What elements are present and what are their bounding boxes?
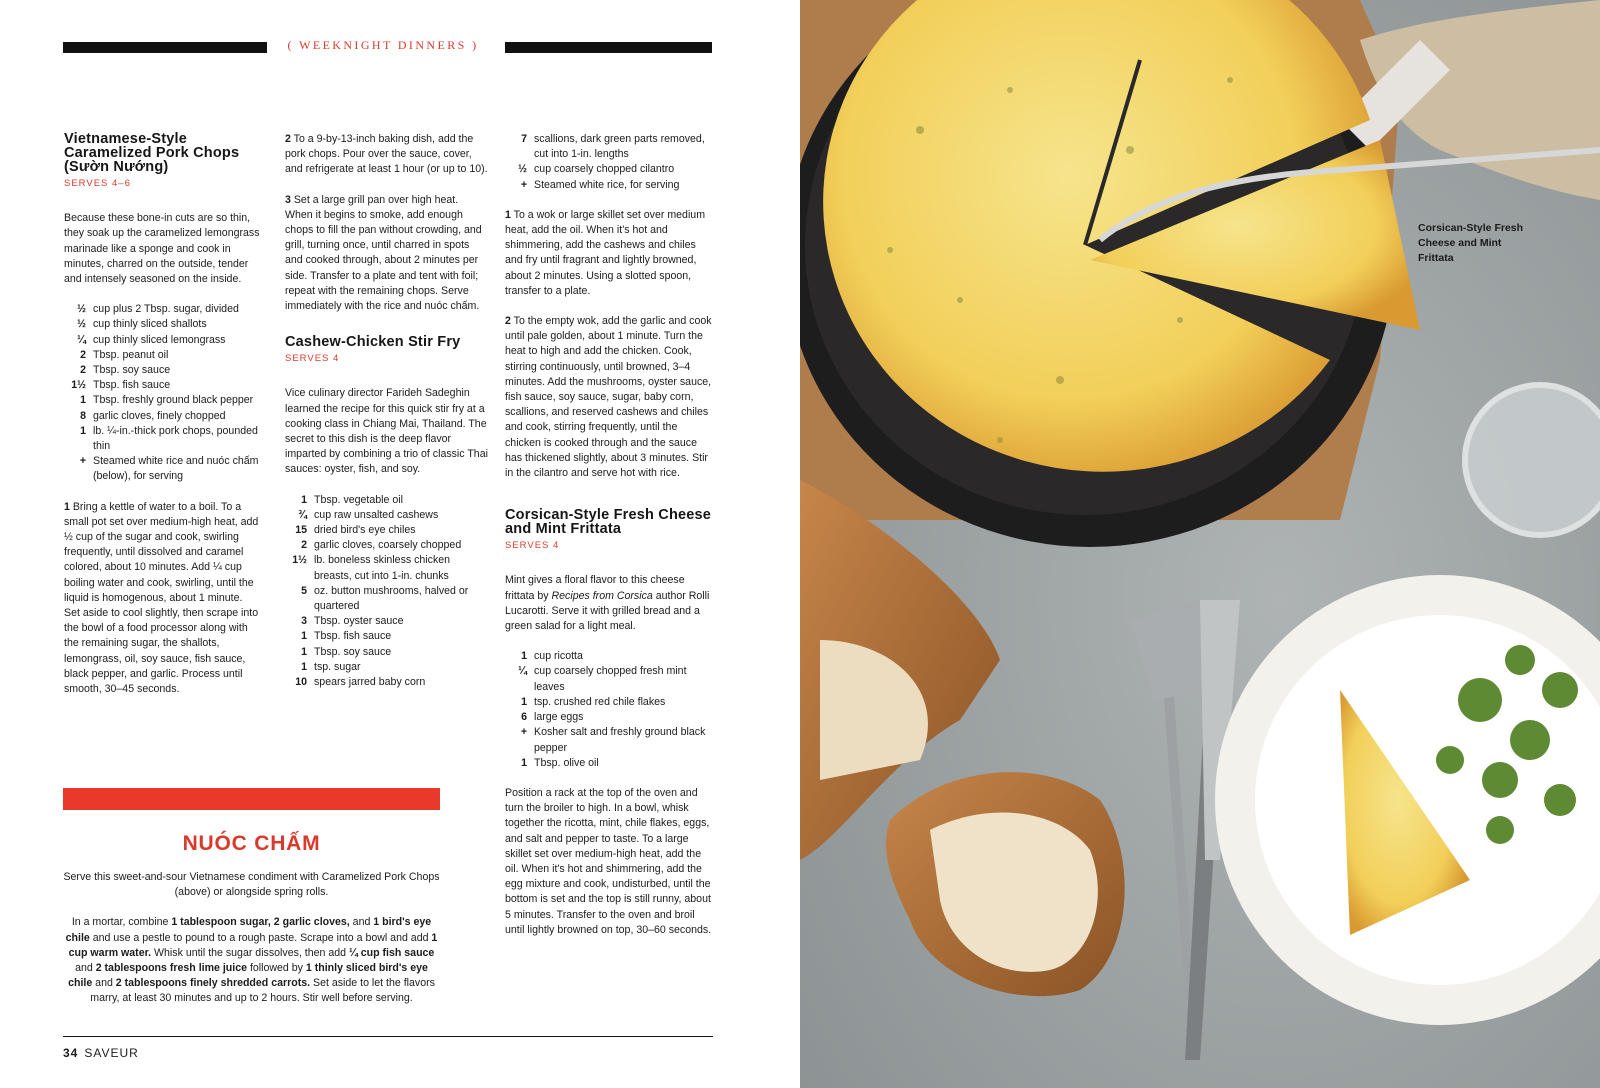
ingredient-list [64, 302, 260, 484]
ingredient-quantity: 1 [301, 645, 307, 658]
column-2 [285, 132, 488, 690]
ingredient-quantity: 1 [80, 394, 86, 407]
ingredient-quantity: ¼ [77, 333, 86, 346]
ingredient-text: Kosher salt and freshly ground black pepper [534, 726, 706, 754]
ingredient-item [285, 614, 488, 629]
sidebar-text: and [75, 962, 96, 975]
ingredient-text: lb. boneless skinless chicken breasts, cut into 1-in. chunks [314, 554, 451, 582]
ingredient-text: cup plus 2 Tbsp. sugar, divided [93, 303, 239, 316]
ingredient-text: Tbsp. fish sauce [314, 630, 392, 643]
ingredient-quantity: 1 [301, 493, 307, 506]
ingredient-item [505, 695, 713, 710]
ingredient-item [505, 178, 713, 193]
ingredient-quantity: 1 [301, 630, 307, 643]
ingredient-text: Tbsp. olive oil [534, 756, 599, 769]
recipe-serves: SERVES 4 [505, 540, 560, 552]
sidebar-intro: Serve this sweet-and-sour Vietnamese condiment with Caramelized Pork Chops (above) or alongside spring rolls. [63, 871, 440, 899]
ingredient-item [64, 393, 260, 408]
ingredient-quantity: 1 [521, 756, 527, 769]
sidebar-text: Whisk until the sugar dissolves, then add [151, 946, 349, 959]
ingredient-quantity: 5 [301, 584, 307, 597]
sidebar-ingredient: 2 tablespoons finely shredded carrots. [115, 977, 311, 990]
ingredient-quantity: 3 [301, 615, 307, 628]
ingredient-item [285, 675, 488, 690]
ingredient-quantity: 6 [521, 711, 527, 724]
ingredient-text: garlic cloves, coarsely chopped [314, 539, 462, 552]
ingredient-text: cup ricotta [534, 650, 583, 663]
recipe-step: 1 Bring a kettle of water to a boil. To a small pot set over medium-high heat, add ½ cup of the sugar and cook, swirling frequently, until dissolved and caramel colored, about 10 minutes. Add ¼ cup boiling water and cook, swirling, until the liquid is homogenous, about 1 minute. Set aside to cool slightly, then scrape into the bowl of a food processor along with the remaining sugar, the shallots, lemongrass, oil, soy sauce, fish sauce, black pepper, and garlic. Process until smooth, 30–45 seconds. [64, 500, 259, 696]
ingredient-quantity: + [79, 455, 86, 468]
ingredient-text: lb. ¼-in.-thick pork chops, pounded thin [93, 424, 258, 453]
sidebar-text: followed by [247, 962, 306, 975]
sidebar-ingredient: 1 cup warm water. [68, 931, 438, 959]
ingredient-list [285, 493, 488, 691]
ingredient-quantity: 1 [80, 424, 86, 437]
ingredient-item [64, 363, 260, 378]
ingredient-text: Tbsp. oyster sauce [314, 615, 404, 628]
ingredient-quantity: 15 [295, 524, 307, 537]
sidebar-body [63, 870, 440, 1007]
ingredient-text: Tbsp. peanut oil [93, 348, 169, 361]
ingredient-quantity: ½ [518, 163, 527, 176]
ingredient-text: scallions, dark green parts removed, cut into 1-in. lengths [534, 133, 705, 161]
ingredient-quantity: 8 [80, 409, 86, 422]
ingredient-item [64, 317, 260, 332]
ingredient-item [285, 660, 488, 675]
ingredient-text: cup thinly sliced lemongrass [93, 333, 226, 346]
ingredient-text: tsp. crushed red chile flakes [534, 695, 666, 708]
ingredient-item [505, 756, 713, 771]
header-bar-right [505, 42, 712, 53]
ingredient-quantity: 7 [521, 133, 527, 145]
ingredient-quantity: ½ [77, 303, 86, 316]
ingredient-item [64, 378, 260, 393]
recipe-step: 3 Set a large grill pan over high heat. When it begins to smoke, add enough chops to fill the pan without crowding, and grill, turning once, until charred in spots and cooked through, about 2 minutes per side. Transfer to a plate and tent with foil; repeat with the remaining chops. Serve immediately with the rice and nuóc chấm. [285, 193, 482, 313]
ingredient-item [64, 302, 260, 317]
ingredient-text: Tbsp. soy sauce [314, 645, 392, 658]
recipe-title: Corsican-Style Fresh Cheese and Mint Frittata [505, 507, 712, 538]
ingredient-list [505, 649, 713, 771]
ingredient-quantity: 1½ [71, 379, 86, 392]
ingredient-item [64, 333, 260, 348]
ingredient-quantity: 1½ [292, 554, 307, 567]
ingredient-quantity: + [520, 726, 527, 739]
recipe-serves: SERVES 4–6 [64, 178, 131, 189]
recipe-method: Position a rack at the top of the oven and turn the broiler to high. In a bowl, whisk together the ricotta, mint, chile flakes, eggs, and salt and pepper to taste. To a large skillet set over medium-high heat, add the oil. When it's hot and shimmering, add the egg mixture and cook, undisturbed, until the bottom is set and the top is still runny, about 5 minutes. Transfer to the oven and broil until lightly browned on top, 30–60 seconds. [505, 786, 712, 936]
sidebar-text: Set aside to let the flavors marry, at least 30 minutes and up to 2 hours. Stir well before serving. [90, 977, 435, 1005]
ingredient-text: spears jarred baby corn [314, 676, 426, 689]
recipe-intro: Mint gives a floral flavor to this cheese frittata by Recipes from Corsica author Rolli Lucarotti. Serve it with grilled bread and a green salad for a light meal. [505, 574, 710, 633]
ingredient-item [64, 348, 260, 363]
ingredient-text: Tbsp. soy sauce [93, 364, 171, 377]
ingredient-item [64, 409, 260, 424]
ingredient-text: garlic cloves, finely chopped [93, 409, 226, 422]
folio [63, 1046, 139, 1060]
ingredient-quantity: 2 [80, 348, 86, 361]
recipe-intro: Vice culinary director Farideh Sadeghin learned the recipe for this quick stir fry at a cooking class in Chiang Mai, Thailand. The secret to this dish is the deep flavor imparted by combining a trio of classic Thai sauces: oyster, fish, and soy. [285, 387, 488, 476]
recipe-step: 1 To a wok or large skillet set over medium heat, add the oil. When it's hot and shimmering, add the cashews and chiles and fry until fragrant and lightly browned, about 2 minutes. Using a slotted spoon, transfer to a plate. [505, 208, 706, 297]
recipe-title: Cashew-Chicken Stir Fry [285, 334, 461, 351]
ingredient-item [285, 493, 488, 508]
footer-rule [63, 1036, 713, 1037]
ingredient-item [285, 508, 488, 523]
ingredient-quantity: 1 [301, 660, 307, 673]
ingredient-quantity: ½ [77, 318, 86, 331]
ingredient-text: dried bird's eye chiles [314, 524, 416, 537]
ingredient-quantity: ¼ [518, 665, 527, 678]
ingredient-item [64, 454, 260, 484]
ingredient-text: cup thinly sliced shallots [93, 318, 207, 331]
ingredient-text: cup coarsely chopped cilantro [534, 163, 675, 176]
sidebar-text: and [349, 916, 374, 929]
ingredient-quantity: + [520, 178, 527, 191]
sidebar-ingredient: 2 tablespoons fresh lime juice [95, 962, 247, 975]
ingredient-text: Steamed white rice and nuóc chấm (below), for serving [93, 455, 259, 483]
ingredient-item [285, 645, 488, 660]
magazine-name: SAVEUR [84, 1046, 139, 1060]
ingredient-item [505, 725, 713, 755]
sidebar-bar [63, 788, 440, 810]
page-number: 34 [63, 1046, 79, 1060]
header-bar-left [63, 42, 267, 53]
ingredient-item [285, 629, 488, 644]
sidebar-text: and [92, 977, 116, 990]
ingredient-item [505, 132, 713, 162]
running-head: ( WEEKNIGHT DINNERS ) [287, 38, 479, 52]
recipe-intro: Because these bone-in cuts are so thin, they soak up the caramelized lemongrass marinade like a sponge and cook in minutes, charred on the outside, tender and intensely seasoned on the inside. [64, 212, 260, 286]
ingredient-text: cup coarsely chopped fresh mint leaves [534, 665, 687, 693]
ingredient-text: cup raw unsalted cashews [314, 508, 439, 521]
recipe-step: 2 To a 9-by-13-inch baking dish, add the pork chops. Pour over the sauce, cover, and refrigerate at least 1 hour (or up to 10). [285, 133, 488, 176]
ingredient-text: Tbsp. freshly ground black pepper [93, 394, 254, 407]
recipe-title: Vietnamese-Style Caramelized Pork Chops (Sườn Nướng) [64, 131, 240, 175]
ingredient-item [285, 553, 488, 583]
sidebar-title: NUÓC CHẤM [182, 832, 321, 855]
ingredient-quantity: 10 [295, 676, 307, 689]
sidebar-text: and use a pestle to pound to a rough paste. Scrape into a bowl and add [89, 931, 432, 944]
ingredient-list [505, 132, 713, 193]
ingredient-item [505, 162, 713, 177]
ingredient-quantity: ¾ [298, 508, 307, 521]
ingredient-item [505, 664, 713, 694]
recipe-serves: SERVES 4 [285, 353, 340, 365]
ingredient-text: large eggs [534, 711, 584, 724]
sidebar-ingredient: ¼ cup fish sauce [348, 946, 435, 959]
sidebar-method [63, 915, 440, 1006]
ingredient-quantity: 2 [301, 539, 307, 552]
photo-caption: Corsican-Style Fresh Cheese and Mint Frittata [1418, 222, 1524, 264]
ingredient-item [285, 538, 488, 553]
ingredient-text: oz. button mushrooms, halved or quartered [314, 584, 469, 613]
ingredient-quantity: 2 [80, 364, 86, 377]
ingredient-text: tsp. sugar [314, 660, 361, 673]
frittata-photo [800, 0, 1600, 1088]
ingredient-quantity: 1 [521, 650, 527, 663]
sidebar-ingredient: 1 tablespoon sugar, 2 garlic cloves, [171, 916, 350, 929]
sidebar-text: In a mortar, combine [71, 916, 172, 929]
sidebar-ingredient: 1 bird's eye chile [65, 916, 432, 944]
ingredient-item [285, 523, 488, 538]
ingredient-item [285, 584, 488, 614]
ingredient-text: Tbsp. vegetable oil [314, 493, 403, 506]
gutter [783, 0, 800, 1088]
ingredient-text: Tbsp. fish sauce [93, 379, 171, 392]
ingredient-quantity: 1 [521, 695, 527, 708]
ingredient-item [505, 710, 713, 725]
ingredient-text: Steamed white rice, for serving [534, 178, 680, 191]
recipe-step: 2 To the empty wok, add the garlic and cook until pale golden, about 1 minute. Turn the heat to high and add the chicken. Cook, stirring continuously, until browned, 3–4 minutes. Add the mushrooms, oyster sauce, fish sauce, soy sauce, sugar, baby corn, scallions, and reserved cashews and chiles and cook, stirring frequently, until the chicken is cooked through and the sauce has thickened slightly, about 3 minutes. Stir in the cilantro and serve hot with rice. [505, 315, 712, 480]
column-1 [64, 132, 260, 697]
column-3 [505, 132, 713, 938]
ingredient-item [505, 649, 713, 664]
sidebar-ingredient: 1 thinly sliced bird's eye chile [68, 962, 428, 990]
ingredient-item [64, 424, 260, 454]
